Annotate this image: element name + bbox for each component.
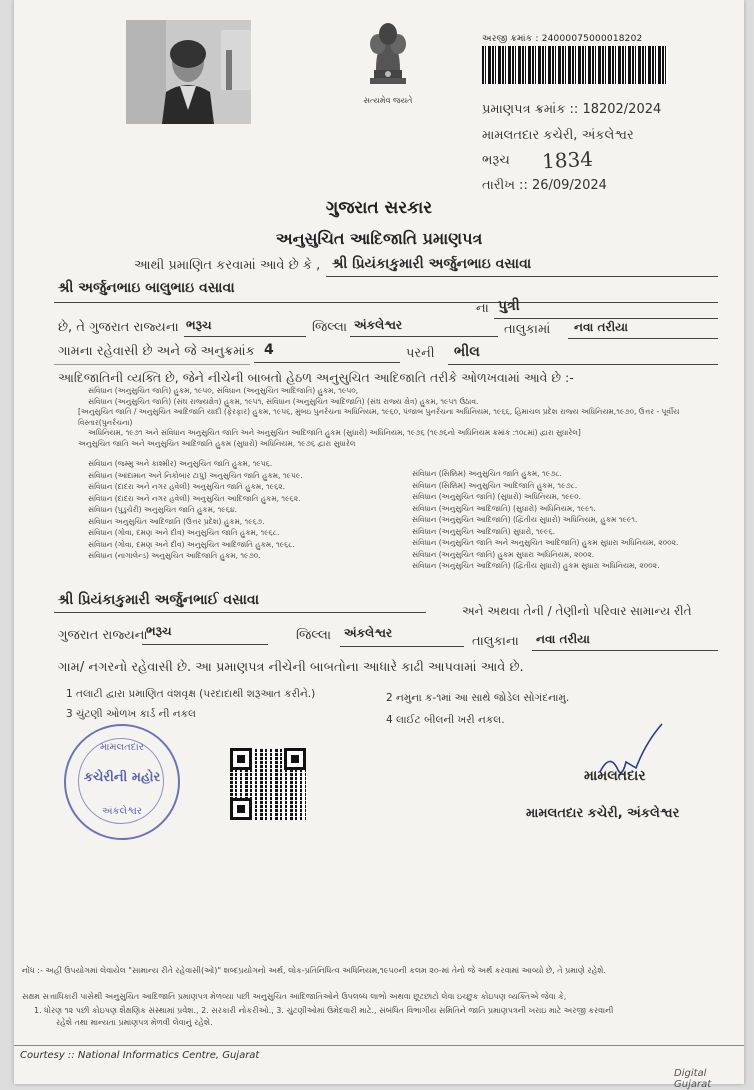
- state-text: છે, તે ગુજરાત રાજ્યના: [58, 320, 179, 335]
- order-line: સંવિધાન (જમ્મુ અને કાશ્મીર) અનુસુચિત જાતિ હુકમ, ૧૯૫૬.: [88, 459, 273, 468]
- underline: [54, 612, 426, 613]
- order-line: અનુસુચિત જાતિ અને અનુસુચિત આદિજાતિ હુકમ (સુધારો) અધિનિયમ, ૧૯૭૬ દ્વારા સુધારેલ: [78, 438, 356, 448]
- orders-left-block: [88, 458, 408, 562]
- orders-top-block: [78, 386, 718, 449]
- order-line: સંવિધાન (અનુસુચિત જાતિ) (સંઘ રાજ્યક્ષેત્ર) હુકમ, ૧૯૫૧, સંવિધાન (અનુસુચિત આદિજાતિ) (સંઘ રાજ્ય ક્ષેત્ર) હુકમ, ૧૯૫૧ ઉઠાવ.: [88, 396, 479, 406]
- taluka-label-text: તાલુકામાં: [504, 322, 551, 337]
- seal-top-text: મામલતદાર: [100, 742, 144, 753]
- underline: [340, 646, 464, 647]
- order-line: અધિનિયમ, ૧૯૭૧ અને સંવિધાન અનુસુચિત જાતિ અને અનુસુચિત આદિજાતિ હુકમ (સુધારો) અધિનિયમ, ૧૯૭૬ (૧૯૭૬નો અધિનિયમ ક્રમાંક :૧૦૮માં) દ્વારા સુધારેલ]: [88, 428, 581, 437]
- seal-center-text: કચેરીની મહોર: [83, 770, 161, 785]
- underline: [350, 336, 498, 337]
- qr-code-icon: [230, 748, 306, 820]
- order-line: સંવિધાન (અનુસુચિત આદિજાતિ) સુધારો, ૧૯૯૬.: [412, 526, 556, 536]
- order-line: સંવિધાન અનુસુચિત આદિજાતિ (ઉત્તર પ્રદેશ) હુકમ, ૧૯૬૭.: [88, 516, 265, 526]
- barcode-icon: [482, 46, 668, 84]
- residence-taluka: અંકલેશ્વર: [344, 626, 393, 640]
- order-line: સંવિધાન (ગોવા, દમણ અને દીવ) અનુસુચિત આદિજાતિ હુકમ, ૧૯૬૮.: [88, 539, 295, 549]
- note-3: 1. ધોરણ ૧૨ પછી કોઇપણ શૈક્ષણિક સંસ્થામાં પ્રવેશ., 2. સરકારી નોકરીઓ., 3. ચુંટણીઓમાં ઉમેદવારી માટે., સંબંધિત વિભાગીય સમિતિને જાતિ પ્રમાણપત્રની ખરાઇ માટે અરજી કરવાની: [34, 1006, 614, 1015]
- underline: [254, 362, 400, 363]
- tribe-name: ભીલ: [454, 344, 480, 360]
- order-line: [અનુસુચિત જાતિ / અનુસુચિત આદિજાતિ યાદી (ફેરફાર) હુકમ, ૧૯૫૬, મુંબઇ પુનર્રચના અધિનિયમ, ૧૯૬૦, પંજાબ પુનર્રચના અધિનિયમ, ૧૯૬૬, હિમાચલ પ્રદેશ રાજ્ય અધિનિયમ,૧૯૭૦, ઉત્તર - પૂર્વીય વિસ્તાર(પુનર્રચના): [78, 407, 680, 427]
- document-item: 4 લાઈટ બીલની ખરી નકલ.: [386, 714, 505, 726]
- note-2: સક્ષમ સત્તાધિકારી પાસેથી અનુસુચિત આદિજાતિ પ્રમાણપત્ર મેળવ્યા પછી અનુસુચિત આદિજાતિઓને ઉપલબ્ધ લાભો અથવા છૂટછાટો લેવા ઇચ્છુક કોઇપણ વ્યક્તિએ જેવા કે,: [22, 992, 567, 1001]
- relation: પુત્રી: [498, 298, 520, 314]
- government-title: ગુજરાત સરકાર: [325, 198, 433, 218]
- issue-date: તારીખ :: 26/09/2024: [482, 178, 607, 193]
- document-item: 1 તલાટી દ્વારા પ્રમાણિત વંશવૃક્ષ (પરદાદાથી શરૂઆત કરીને.): [66, 688, 316, 700]
- certificate-title: અનુસુચિત આદિજાતિ પ્રમાણપત્ર: [275, 229, 483, 248]
- designation: મામલતદાર: [584, 768, 646, 784]
- residence-district-label: જિલ્લા: [296, 628, 332, 643]
- order-line: સંવિધાન (સિક્કિમ) અનુસુચિત જાતિ હુકમ, ૧૯૭૮.: [412, 469, 562, 478]
- underline: [532, 650, 718, 651]
- signing-office: મામલતદાર કચેરી, અંકલેશ્વર: [526, 806, 680, 821]
- application-number: અરજી ક્રમાંક : 24000075000018202: [482, 34, 643, 44]
- district-label: ભરૂચ: [482, 153, 510, 168]
- note-1: નોંધ :- અહીં ઉપયોગમાં લેવાયેલ "સામાન્ય રીતે રહેવાસી(ઓ)" શબ્દપ્રયોગનો અર્થ, લોક-પ્રતિનિધિત્વ અધિનિયમ,૧૯૫૦ની કલમ ૨૦-માં તેનો જે અર્થ કરવામાં આવ્યો છે, તે પ્રમાણે રહેશે.: [22, 966, 606, 975]
- per-text: પરની: [406, 346, 435, 361]
- applicant-photo: [126, 20, 251, 124]
- resident-text: ગામના રહેવાસી છે અને જે અનુક્રમાંક: [58, 344, 255, 359]
- residence-name: શ્રી પ્રિયંકાકુમારી અર્જુનભાઈ વસાવા: [58, 592, 260, 608]
- order-line: સંવિધાન (પુડુચેરી) અનુસુચિત જાતિ હુકમ, ૧૯૬૪.: [88, 505, 237, 514]
- certificate-sheet: [14, 0, 744, 1090]
- footer-divider: [14, 1045, 744, 1046]
- applicant-name: શ્રી પ્રિયંકાકુમારી અર્જુનભાઇ વસાવા: [332, 256, 532, 272]
- underline: [142, 644, 268, 645]
- serial-number: 4: [264, 342, 274, 358]
- note-4: રહેશે તથા માન્યતા પ્રમાણપત્ર મેળવી લેવાનું રહેશે.: [56, 1018, 213, 1027]
- order-line: સંવિધાન (અનુસુચિત જાતિ) હુકમ સુધારા અધિનિયમ, ૨૦૦૨.: [412, 549, 595, 559]
- issuing-office: મામલતદાર કચેરી, અંકલેશ્વર: [482, 128, 634, 143]
- residence-state: ગુજરાત રાજ્યના: [58, 628, 148, 643]
- seal-bottom-text: અંકલેશ્વર: [101, 806, 143, 817]
- order-line: સંવિધાન (અનુસુચિત આદિજાતિ) (સુધારો) અધિનિયમ, ૧૯૯૧.: [412, 503, 596, 513]
- order-line: સંવિધાન (ગોવા, દમણ અને દીવ) અનુસુચિત જાતિ હુકમ, ૧૯૬૮.: [88, 528, 280, 537]
- residence-taluka-label: તાલુકાના: [472, 634, 519, 649]
- order-line: સંવિધાન (અનુસુચિત આદિજાતિ) (દ્વિતીય સુધારો) અધિનિયમ, હુકમ ૧૯૯૧.: [412, 515, 638, 524]
- certify-text: આથી પ્રમાણિત કરવામાં આવે છે કે ,: [134, 258, 321, 273]
- residence-village: નવા તરીયા: [536, 632, 590, 646]
- document-item: 3 ચુંટણી ઓળખ કાર્ડ ની નકલ: [66, 708, 196, 720]
- underline: [54, 302, 718, 303]
- underline: [494, 318, 718, 319]
- handwritten-number: 1834: [541, 146, 594, 174]
- district-label-text: જિલ્લા: [312, 320, 348, 335]
- underline: [54, 364, 250, 365]
- order-line: સંવિધાન (અનુસુચિત જાતિ અને અનુસુચિત આદિજાતિ) હુકમ સુધારા અધિનિયમ, ૨૦૦૨.: [412, 538, 679, 547]
- order-line: સંવિધાન (દાદરા અને નગર હવેલી) અનુસુચિત જાતિ હુકમ, ૧૯૬૨.: [88, 482, 286, 491]
- emblem-motto: સત્યમેવ જયતે: [363, 96, 413, 105]
- certificate-number: પ્રમાણપત્ર ક્રમાંક :: 18202/2024: [482, 102, 662, 117]
- underline: [568, 338, 718, 339]
- order-line: સંવિધાન (સિક્કિમ) અનુસુચિત આદિજાતિ હુકમ, ૧૯૭૮.: [412, 480, 578, 490]
- office-seal: [64, 724, 180, 840]
- relation-prefix: ના: [476, 301, 489, 316]
- order-line: સંવિધાન (અનુસુચિત જાતિ) હુકમ, ૧૯૫૦, સંવિધાન (અનુસુચિત આદિજાતિ) હુકમ, ૧૯૫૦,: [88, 386, 359, 395]
- order-line: સંવિધાન (દાદરા અને નગર હવેલી) અનુસુચિત આદિજાતિ હુકમ, ૧૯૬૨.: [88, 493, 301, 503]
- underline: [448, 364, 718, 365]
- document-item: 2 નમુના ક-૧માં આ સાથે જોડેલ સોગંદનામું.: [386, 692, 570, 704]
- order-line: સંવિધાન (અનુસુચિત જાતિ) (સુધારો) અધિનિયમ, ૧૯૯૦.: [412, 492, 582, 501]
- taluka-value: અંકલેશ્વર: [354, 318, 403, 332]
- order-line: સંવિધાન (આંદામાન અને નિકોબાર ટાપુ) અનુસુચિત જાતિ હુકમ, ૧૯૫૯.: [88, 470, 303, 480]
- father-name: શ્રી અર્જુનભાઇ બાલુભાઇ વસાવા: [58, 280, 235, 296]
- order-line: સંવિધાન (નાગાલેન્ડ) અનુસુચિત આદિજાતિ હુકમ, ૧૯૭૦.: [88, 551, 261, 560]
- digital-gujarat-logo: Digital Gujarat: [674, 1068, 712, 1090]
- courtesy-text: Courtesy :: National Informatics Centre, Gujarat: [20, 1050, 260, 1061]
- residence-district: ભરૂચ: [146, 624, 172, 638]
- national-emblem-icon: [356, 14, 420, 106]
- orders-right-block: [412, 468, 722, 572]
- village-value: નવા તરીયા: [574, 320, 628, 334]
- basis-text: ગામ/ નગરનો રહેવાસી છે. આ પ્રમાણપત્ર નીચેની બાબતોના આધારે કાઢી આપવામાં આવે છે.: [58, 660, 524, 675]
- underline: [184, 336, 306, 337]
- recognized-text: આદિજાતિની વ્યક્તિ છે, જેને નીચેની બાબતો હેઠળ અનુસુચિત આદિજાતિ તરીકે ઓળખવામાં આવે છે :-: [58, 370, 574, 385]
- order-line: સંવિધાન (અનુસુચિત આદિજાતિ) (દ્વિતીય સુધારો) હુકમ સુધારા અધિનિયમ, ૨૦૦૨.: [412, 561, 660, 570]
- underline: [326, 276, 718, 277]
- district-value: ભરૂચ: [186, 318, 212, 332]
- family-text: અને અથવા તેની / તેણીનો પરિવાર સામાન્ય રીતે: [462, 604, 692, 618]
